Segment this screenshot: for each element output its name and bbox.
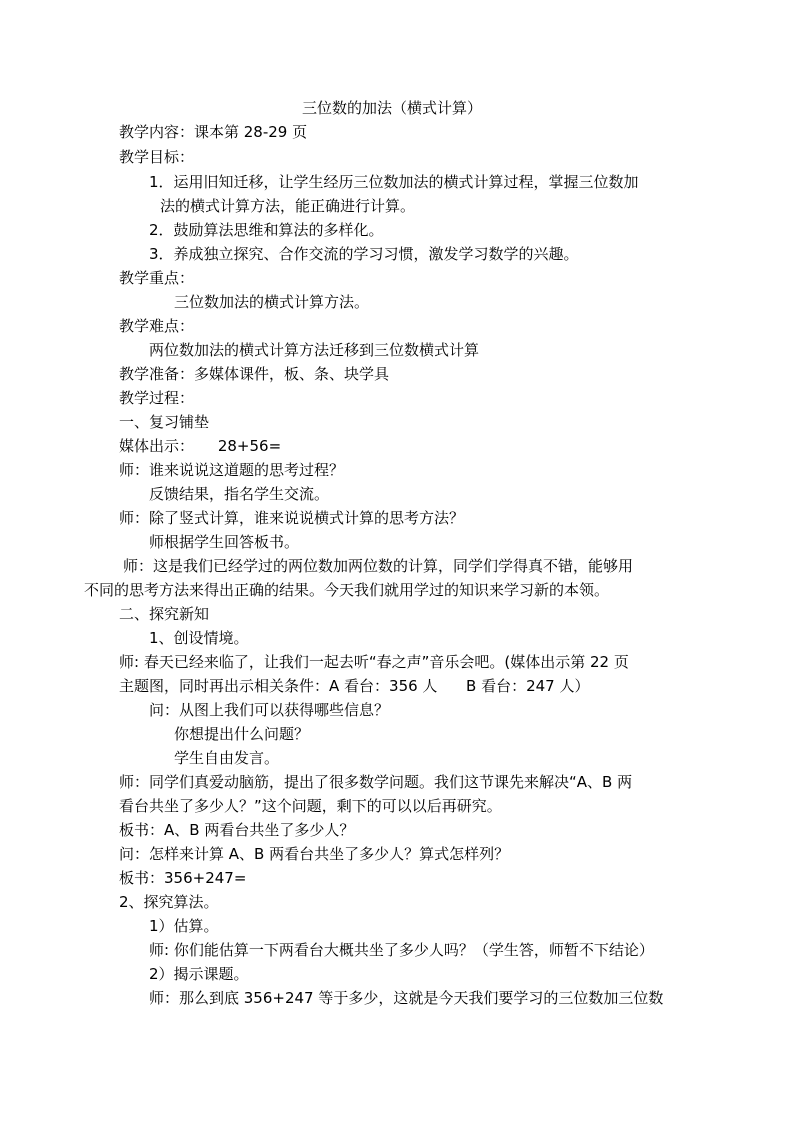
- text-line: 二、探究新知: [119, 605, 210, 623]
- text-line: 师：这是我们已经学过的两位数加两位数的计算，同学们学得真不错，能够用: [123, 557, 634, 575]
- text-line: 三位数加法的横式计算方法。: [174, 293, 370, 311]
- text-line: 师：除了竖式计算，谁来说说横式计算的思考方法？: [119, 509, 465, 527]
- text-line: 板书：356+247=: [119, 869, 247, 887]
- text-line: 不同的思考方法来得出正确的结果。今天我们就用学过的知识来学习新的本领。: [84, 581, 610, 599]
- text-line: 1．运用旧知迁移，让学生经历三位数加法的横式计算过程，掌握三位数加: [149, 173, 639, 191]
- text-line: 学生自由发言。: [174, 749, 280, 767]
- text-line: 反馈结果，指名学生交流。: [149, 485, 330, 503]
- text-line: 板书：A、B 两看台共坐了多少人？: [119, 821, 355, 839]
- text-line: 一、复习铺垫: [119, 413, 210, 431]
- text-line: 问：怎样来计算 A、B 两看台共坐了多少人？算式怎样列？: [119, 845, 510, 863]
- text-line: 3．养成独立探究、合作交流的学习习惯，激发学习数学的兴趣。: [149, 245, 579, 263]
- text-line: 你想提出什么问题？: [174, 725, 310, 743]
- text-line: 教学内容：课本第 28-29 页: [119, 123, 308, 141]
- text-line: 师：那么到底 356+247 等于多少，这就是今天我们要学习的三位数加三位数: [149, 989, 664, 1007]
- text-line: 师：同学们真爱动脑筋，提出了很多数学问题。我们这节课先来解决“A、B 两: [119, 773, 633, 791]
- text-line: 教学难点：: [119, 317, 195, 335]
- text-line: 主题图，同时再出示相关条件：A 看台：356 人 B 看台：247 人）: [119, 677, 590, 695]
- text-line: 2．鼓励算法思维和算法的多样化。: [149, 221, 384, 239]
- text-line: 1）估算。: [149, 917, 219, 935]
- text-line: 师根据学生回答板书。: [149, 533, 300, 551]
- text-line: 两位数加法的横式计算方法迁移到三位数横式计算: [149, 341, 480, 359]
- text-line: 教学过程：: [119, 389, 195, 407]
- text-line: 2、探究算法。: [119, 893, 219, 911]
- text-line: 教学重点：: [119, 269, 195, 287]
- text-line: 2）揭示课题。: [149, 965, 249, 983]
- text-line: 教学准备：多媒体课件，板、条、块学具: [119, 365, 390, 383]
- text-line: 法的横式计算方法，能正确进行计算。: [160, 197, 416, 215]
- text-line: 看台共坐了多少人？”这个问题，剩下的可以以后再研究。: [119, 797, 502, 815]
- text-line: 师: 你们能估算一下两看台大概共坐了多少人吗？（学生答，师暂不下结论）: [149, 941, 654, 959]
- text-line: 教学目标：: [119, 148, 195, 166]
- text-line: 1、创设情境。: [149, 629, 249, 647]
- text-line: 师：谁来说说这道题的思考过程？: [119, 461, 345, 479]
- document-title: 三位数的加法（横式计算）: [302, 99, 483, 117]
- text-line: 师: 春天已经来临了，让我们一起去听“春之声”音乐会吧。(媒体出示第 22 页: [119, 653, 629, 671]
- text-line: 问：从图上我们可以获得哪些信息？: [149, 701, 390, 719]
- text-line: 媒体出示： 28+56=: [119, 437, 282, 455]
